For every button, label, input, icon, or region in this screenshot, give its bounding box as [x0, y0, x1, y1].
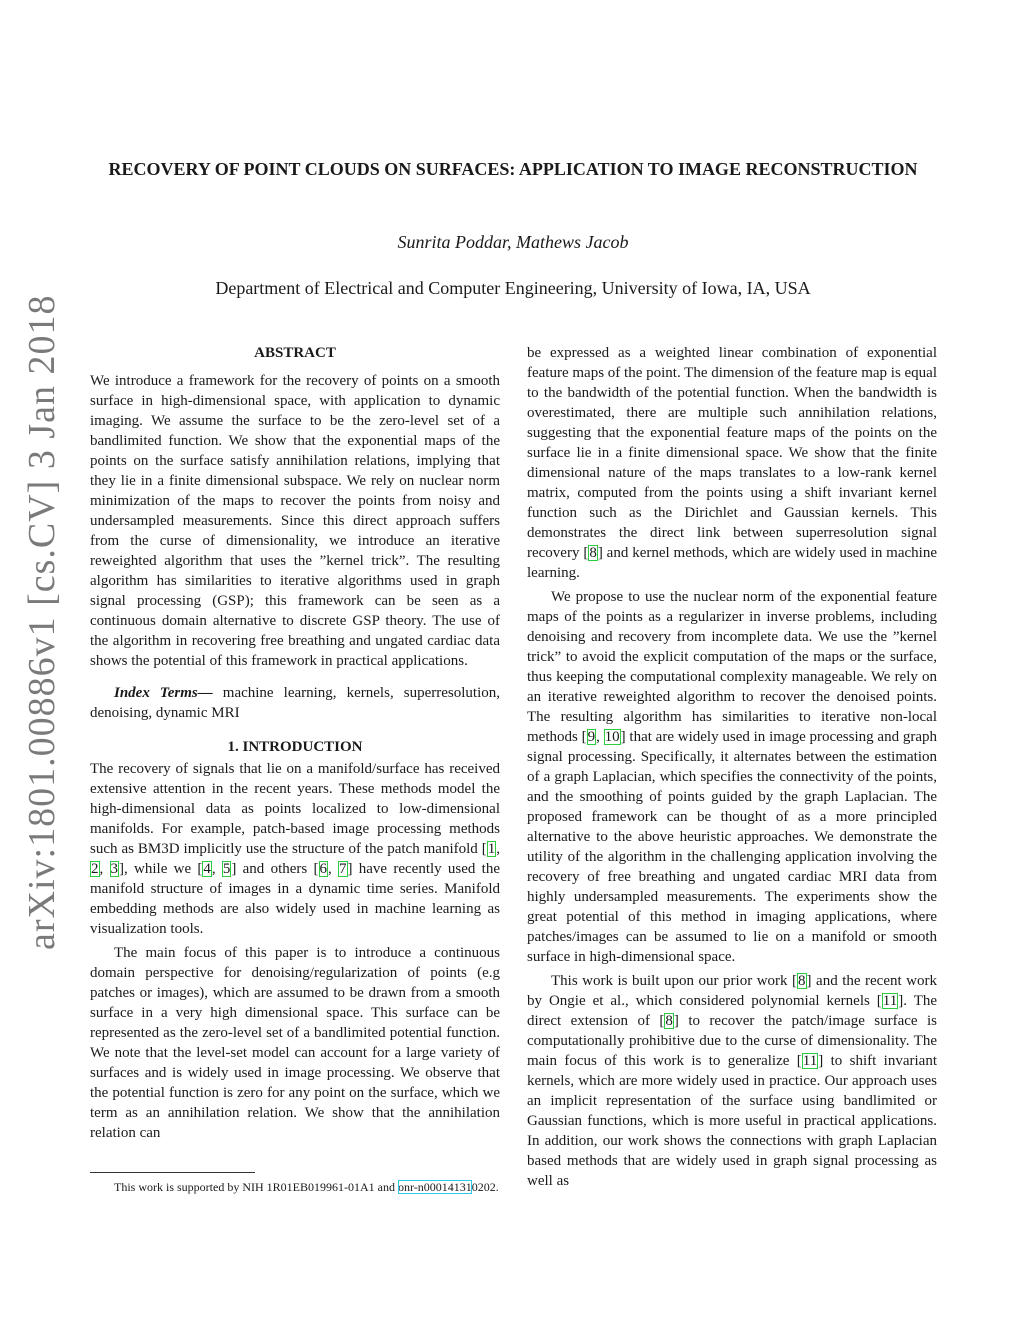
- citation-link[interactable]: 4: [203, 861, 211, 877]
- citation-link[interactable]: 8: [798, 973, 806, 989]
- arxiv-identifier: arXiv:1801.00886v1 [cs.CV] 3 Jan 2018: [21, 294, 63, 950]
- paper-title: RECOVERY OF POINT CLOUDS ON SURFACES: APPLICATION TO IMAGE RECONSTRUCTION: [108, 159, 918, 179]
- right-column: [527, 343, 937, 1191]
- citation-link[interactable]: 10: [604, 729, 620, 745]
- introduction-heading: 1. INTRODUCTION: [227, 739, 363, 755]
- citation-link[interactable]: 11: [802, 1053, 818, 1069]
- citation-link[interactable]: 8: [589, 545, 597, 561]
- citation-link[interactable]: 9: [587, 729, 596, 745]
- left-column: [90, 343, 500, 1143]
- intro-paragraph-2: The main focus of this paper is to introduce a continuous domain perspective for denoising/regularization of points (e.g patches or images), which are assumed to be drawn from a smooth surface in a very high dimensional space. This surface can be represented as the zero-level set of a bandlimited potential function. We note that the level-set model can account for a large variety of surfaces and is widely used in image processing. We observe that the potential function is zero for any point on the surface, which we term as an annihilation relation. We show that the annihilation relation can: [90, 945, 500, 1141]
- abstract-heading: ABSTRACT: [254, 345, 336, 361]
- citation-link[interactable]: 1: [487, 841, 496, 857]
- index-terms: [90, 683, 500, 723]
- citation-link[interactable]: 6: [319, 861, 327, 877]
- right-paragraph-2: We propose to use the nuclear norm of the exponential feature maps of the points as a regularizer in inverse problems, including denoising and recovery from incomplete data. We use the ”kernel trick” to avoid the explicit computation of the maps or the surface, thus keeping the computational complexity manageable. We rely on an iterative reweighted algorithm to recover the denoised points. The resulting algorithm has similarities to iterative non-local methods [9, 10] that are widely used in image processing and graph signal processing. Specifically, it alternates between the estimation of a graph Laplacian, which specifies the connectivity of the points, and the smoothing of points guided by the graph Laplacian. The proposed framework can be thought of as a more principled alternative to the above heuristic approaches. We demonstrate the utility of the algorithm in the challenging application involving the recovery of free breathing and ungated cardiac MRI data from highly undersampled measurements. The experiments show the great potential of this method in imaging applications, where patches/images can be assumed to lie on a manifold or smooth surface in high-dimensional space.: [527, 589, 938, 965]
- abstract-text: We introduce a framework for the recovery of points on a smooth surface in high-dimensional space, with application to dynamic imaging. We assume the surface to be the zero-level set of a bandlimited function. We show that the exponential maps of the points on the surface satisfy annihilation relations, implying that they lie in a finite dimensional subspace. We rely on nuclear norm minimization of the maps to recover the points from noisy and undersampled measurements. Since this direct approach suffers from the curse of dimensionality, we introduce an iterative reweighted algorithm that uses the ”kernel trick”. The resulting algorithm has similarities to iterative algorithms used in graph signal processing (GSP); this framework can be seen as a continuous domain alternative to discrete GSP theory. The use of the algorithm in recovering free breathing and ungated cardiac data shows the potential of this framework in practical applications.: [90, 373, 500, 669]
- right-paragraph-1: be expressed as a weighted linear combination of exponential feature maps of the point. The dimension of the feature map is equal to the bandwidth of the potential function. When the bandwidth is overestimated, there are multiple such annihilation relations, suggesting that the exponential feature maps of the points on the surface lie in a finite dimensional space. We show that the finite dimensional nature of the maps translates to a low-rank kernel matrix, computed from the points using a shift invariant kernel function such as the Dirichlet and Gaussian kernels. This demonstrates the direct link between superresolution signal recovery [8] and kernel methods, which are widely used in machine learning.: [527, 345, 938, 581]
- funding-footnote: This work is supported by NIH 1R01EB019961-01A1 and onr-n000141310202.: [114, 1180, 499, 1194]
- footnote-divider: [90, 1172, 255, 1173]
- intro-paragraph-1: The recovery of signals that lie on a manifold/surface has received extensive attention in the recent years. These methods model the high-dimensional data as points localized to low-dimensional manifolds. For example, patch-based image processing methods such as BM3D implicitly use the structure of the patch manifold [1, 2, 3], while we [4, 5] and others [6, 7] have recently used the manifold structure of images in a dynamic time series. Manifold embedding methods are also widely used in machine learning as visualization tools.: [90, 761, 501, 937]
- grant-link[interactable]: onr-n00014131: [397, 1180, 472, 1194]
- citation-link[interactable]: 5: [222, 861, 231, 877]
- paper-affiliation: Department of Electrical and Computer Engineering, University of Iowa, IA, USA: [215, 278, 811, 298]
- citation-link[interactable]: 2: [91, 861, 99, 877]
- right-paragraph-3: This work is built upon our prior work [8] and the recent work by Ongie et al., which considered polynomial kernels [11]. The direct extension of [8] to recover the patch/image surface is computationally prohibitive due to the curse of dimensionality. The main focus of this work is to generalize [11] to shift invariant kernels, which are more widely used in practice. Our approach uses an implicit representation of the surface using bandlimited or Gaussian functions, which is more useful in practical applications. In addition, our work shows the connections with graph Laplacian based methods that are widely used in graph signal processing as well as: [527, 973, 938, 1189]
- citation-link[interactable]: 8: [665, 1013, 673, 1029]
- citation-link[interactable]: 7: [339, 861, 347, 877]
- citation-link[interactable]: 11: [882, 993, 898, 1009]
- citation-link[interactable]: 3: [110, 861, 119, 877]
- index-terms-text: machine learning, kernels, superresolution, denoising, dynamic MRI: [90, 685, 500, 721]
- paper-authors: Sunrita Poddar, Mathews Jacob: [397, 232, 629, 252]
- index-terms-label: Index Terms—: [114, 685, 213, 701]
